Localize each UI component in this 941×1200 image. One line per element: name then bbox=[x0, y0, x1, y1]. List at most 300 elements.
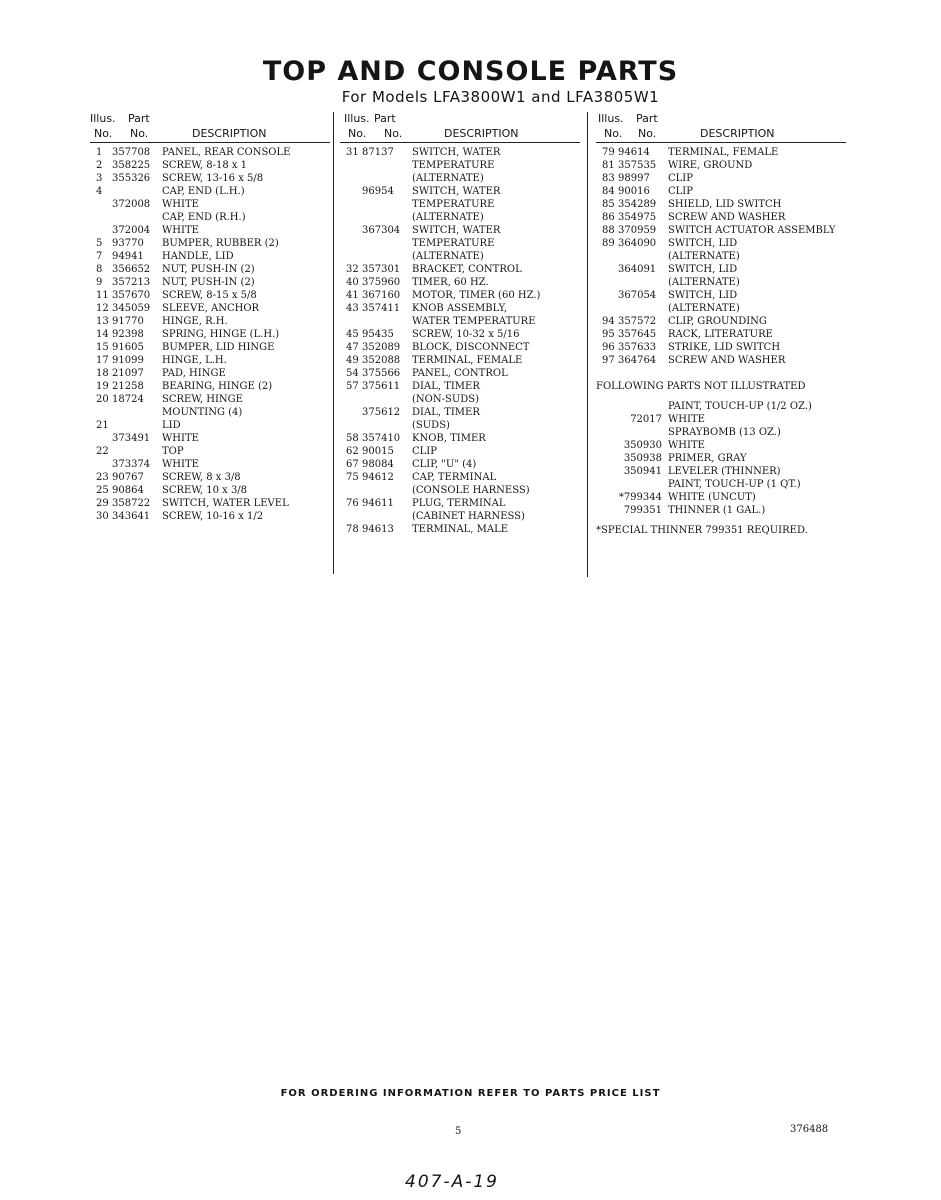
part-description: SCREW, 10-16 x 1/2 bbox=[162, 511, 264, 522]
part-description: SWITCH, LID bbox=[668, 290, 738, 301]
illus-number: 25 bbox=[96, 485, 109, 496]
illus-number: 22 bbox=[96, 446, 109, 457]
part-number bbox=[596, 478, 668, 491]
part-description: TERMINAL, FEMALE bbox=[412, 355, 523, 366]
part-number: 357708 bbox=[112, 147, 151, 158]
part-row bbox=[90, 432, 330, 445]
part-number: *799344 bbox=[618, 492, 662, 503]
column-header bbox=[596, 110, 846, 143]
illus-number: 2 bbox=[96, 160, 103, 171]
illus-number: 30 bbox=[96, 511, 109, 522]
part-number: 350930 bbox=[623, 440, 662, 451]
illus-number: 18 bbox=[96, 368, 109, 379]
part-row bbox=[596, 237, 846, 250]
part-number: 354975 bbox=[618, 212, 657, 223]
part-row bbox=[596, 276, 846, 289]
part-description: WHITE bbox=[162, 459, 199, 470]
part-description: BUMPER, RUBBER (2) bbox=[162, 238, 279, 249]
part-description: WIRE, GROUND bbox=[668, 160, 753, 171]
part-number: 94941 bbox=[112, 251, 144, 262]
part-row bbox=[596, 172, 846, 185]
part-row bbox=[90, 497, 330, 510]
part-number: 373374 bbox=[112, 459, 151, 470]
part-number: 357633 bbox=[618, 342, 657, 353]
illus-number bbox=[340, 185, 362, 198]
part-row bbox=[90, 224, 330, 237]
illus-header: Illus. bbox=[344, 112, 370, 125]
illus-number bbox=[340, 172, 362, 185]
part-row bbox=[340, 159, 580, 172]
part-description: BLOCK, DISCONNECT bbox=[412, 342, 530, 353]
part-row bbox=[596, 302, 846, 315]
part-description: (ALTERNATE) bbox=[668, 277, 740, 288]
part-row bbox=[340, 432, 580, 445]
part-number: 352088 bbox=[362, 355, 401, 366]
part-number: 357301 bbox=[362, 264, 401, 275]
document-number: 376488 bbox=[790, 1124, 829, 1135]
part-number: 21258 bbox=[112, 381, 144, 392]
illus-number: 54 bbox=[346, 368, 359, 379]
part-row bbox=[340, 315, 580, 328]
part-row bbox=[340, 263, 580, 276]
page-subtitle: For Models LFA3800W1 and LFA3805W1 bbox=[341, 88, 660, 106]
illus-number bbox=[340, 510, 362, 523]
part-row bbox=[90, 367, 330, 380]
column-header bbox=[90, 110, 330, 143]
parts-column-3 bbox=[596, 110, 846, 537]
part-row bbox=[340, 198, 580, 211]
illus-no-header: No. bbox=[348, 127, 367, 140]
part-row bbox=[340, 289, 580, 302]
part-description: SPRING, HINGE (L.H.) bbox=[162, 329, 280, 340]
part-row bbox=[340, 471, 580, 484]
part-description: PAD, HINGE bbox=[162, 368, 226, 379]
part-number: 375566 bbox=[362, 368, 401, 379]
part-description: PANEL, REAR CONSOLE bbox=[162, 147, 291, 158]
illus-number bbox=[340, 393, 362, 406]
illus-number: 20 bbox=[96, 394, 109, 405]
illus-number: 79 bbox=[602, 147, 615, 158]
part-number: 370959 bbox=[618, 225, 657, 236]
part-description: SCREW, 8 x 3/8 bbox=[162, 472, 241, 483]
part-description: (NON-SUDS) bbox=[412, 394, 480, 405]
illus-number bbox=[340, 237, 362, 250]
following-part-row bbox=[596, 400, 846, 413]
part-number: 357645 bbox=[618, 329, 657, 340]
illus-number: 97 bbox=[602, 355, 615, 366]
illus-number: 14 bbox=[96, 329, 109, 340]
part-row bbox=[90, 211, 330, 224]
illus-number: 29 bbox=[96, 498, 109, 509]
part-description: SWITCH, WATER LEVEL bbox=[162, 498, 289, 509]
part-row bbox=[596, 289, 846, 302]
part-description: MOTOR, TIMER (60 HZ.) bbox=[412, 290, 541, 301]
column-header bbox=[340, 110, 580, 143]
part-description: WHITE bbox=[162, 225, 199, 236]
part-number bbox=[362, 393, 412, 406]
part-description: DIAL, TIMER bbox=[412, 381, 480, 392]
part-description: (ALTERNATE) bbox=[412, 251, 484, 262]
illus-number: 21 bbox=[96, 420, 109, 431]
part-number: 354289 bbox=[618, 199, 657, 210]
part-row bbox=[90, 406, 330, 419]
part-number bbox=[112, 185, 162, 198]
part-row bbox=[340, 146, 580, 159]
part-number: 372004 bbox=[112, 225, 151, 236]
part-number bbox=[112, 419, 162, 432]
following-part-row bbox=[596, 413, 846, 426]
illus-number bbox=[340, 211, 362, 224]
part-description: LEVELER (THINNER) bbox=[668, 466, 781, 477]
part-number: 356652 bbox=[112, 264, 151, 275]
following-part-row bbox=[596, 452, 846, 465]
part-no-header: No. bbox=[384, 127, 403, 140]
part-description: SWITCH, WATER bbox=[412, 186, 501, 197]
illus-number bbox=[340, 419, 362, 432]
part-number bbox=[362, 211, 412, 224]
part-number: 345059 bbox=[112, 303, 151, 314]
part-description: CAP, TERMINAL bbox=[412, 472, 497, 483]
illus-number: 75 bbox=[346, 472, 359, 483]
part-number: 93770 bbox=[112, 238, 144, 249]
page-number: 5 bbox=[455, 1126, 462, 1137]
part-number bbox=[362, 198, 412, 211]
illus-number: 9 bbox=[96, 277, 103, 288]
illus-number bbox=[340, 250, 362, 263]
part-description: LID bbox=[162, 420, 181, 431]
part-number bbox=[618, 276, 668, 289]
part-row bbox=[90, 328, 330, 341]
part-row bbox=[90, 237, 330, 250]
following-parts-heading: FOLLOWING PARTS NOT ILLUSTRATED bbox=[596, 381, 806, 392]
part-description: SCREW, 10-32 x 5/16 bbox=[412, 329, 520, 340]
part-number: 364764 bbox=[618, 355, 657, 366]
part-number: 799351 bbox=[623, 505, 662, 516]
illus-number: 45 bbox=[346, 329, 359, 340]
following-part-row bbox=[596, 478, 846, 491]
part-number: 372008 bbox=[112, 199, 151, 210]
part-row bbox=[596, 263, 846, 276]
illus-number: 88 bbox=[602, 225, 615, 236]
part-description: TEMPERATURE bbox=[412, 238, 495, 249]
part-header: Part bbox=[636, 112, 658, 125]
part-number bbox=[362, 510, 412, 523]
part-description: (ALTERNATE) bbox=[668, 303, 740, 314]
part-description: SCREW, 8-15 x 5/8 bbox=[162, 290, 257, 301]
part-row bbox=[90, 146, 330, 159]
ordering-info-footer: FOR ORDERING INFORMATION REFER TO PARTS PRICE LIST bbox=[280, 1088, 661, 1099]
part-row bbox=[340, 393, 580, 406]
part-number bbox=[362, 159, 412, 172]
part-description: MOUNTING (4) bbox=[162, 407, 243, 418]
part-description: WHITE bbox=[668, 440, 705, 451]
part-number: 94614 bbox=[618, 147, 650, 158]
part-number: 367160 bbox=[362, 290, 401, 301]
part-row bbox=[340, 328, 580, 341]
page-title: TOP AND CONSOLE PARTS bbox=[262, 56, 679, 87]
illus-number: 89 bbox=[602, 238, 615, 249]
part-row bbox=[90, 419, 330, 432]
part-description: SCREW AND WASHER bbox=[668, 355, 786, 366]
part-row bbox=[340, 510, 580, 523]
part-description: HINGE, R.H. bbox=[162, 316, 228, 327]
illus-number: 1 bbox=[96, 147, 103, 158]
part-description: CAP, END (L.H.) bbox=[162, 186, 245, 197]
part-description: TIMER, 60 HZ. bbox=[412, 277, 489, 288]
part-number: 367304 bbox=[362, 225, 401, 236]
handwritten-note: 407-A-19 bbox=[405, 1172, 499, 1192]
part-description: SCREW, 8-18 x 1 bbox=[162, 160, 248, 171]
part-row bbox=[340, 497, 580, 510]
part-row bbox=[90, 393, 330, 406]
parts-column-2 bbox=[340, 110, 580, 536]
part-row bbox=[340, 445, 580, 458]
part-number: 98997 bbox=[618, 173, 650, 184]
part-number: 357410 bbox=[362, 433, 401, 444]
part-number: 358722 bbox=[112, 498, 151, 509]
part-number bbox=[362, 484, 412, 497]
illus-header: Illus. bbox=[90, 112, 116, 125]
part-row bbox=[90, 250, 330, 263]
part-row bbox=[90, 458, 330, 471]
part-row bbox=[340, 224, 580, 237]
part-number: 357411 bbox=[362, 303, 401, 314]
part-description: SHIELD, LID SWITCH bbox=[668, 199, 782, 210]
part-number: 373491 bbox=[112, 433, 151, 444]
illus-number bbox=[596, 289, 618, 302]
part-description: NUT, PUSH-IN (2) bbox=[162, 277, 255, 288]
illus-number: 78 bbox=[346, 524, 359, 535]
part-description: (ALTERNATE) bbox=[412, 212, 484, 223]
part-number: 357535 bbox=[618, 160, 657, 171]
part-row bbox=[90, 289, 330, 302]
part-number: 364091 bbox=[618, 264, 657, 275]
part-row bbox=[596, 250, 846, 263]
illus-number: 32 bbox=[346, 264, 359, 275]
part-description: BEARING, HINGE (2) bbox=[162, 381, 273, 392]
part-number: 357670 bbox=[112, 290, 151, 301]
illus-number bbox=[90, 458, 112, 471]
description-header: DESCRIPTION bbox=[444, 127, 519, 140]
part-description: SCREW, HINGE bbox=[162, 394, 243, 405]
illus-header: Illus. bbox=[598, 112, 624, 125]
part-description: HINGE, L.H. bbox=[162, 355, 227, 366]
part-row bbox=[340, 367, 580, 380]
special-thinner-note: *SPECIAL THINNER 799351 REQUIRED. bbox=[596, 525, 808, 536]
parts-list bbox=[90, 146, 330, 523]
part-number: 358225 bbox=[112, 160, 151, 171]
part-description: (ALTERNATE) bbox=[668, 251, 740, 262]
part-number: 350938 bbox=[623, 453, 662, 464]
part-row bbox=[90, 302, 330, 315]
part-row bbox=[340, 341, 580, 354]
illus-number: 86 bbox=[602, 212, 615, 223]
description-header: DESCRIPTION bbox=[192, 127, 267, 140]
illus-number bbox=[596, 276, 618, 289]
illus-number bbox=[90, 198, 112, 211]
part-description: PAINT, TOUCH-UP (1 QT.) bbox=[668, 479, 801, 490]
part-number bbox=[618, 250, 668, 263]
parts-column-1 bbox=[90, 110, 330, 523]
part-description: TERMINAL, FEMALE bbox=[668, 147, 779, 158]
following-part-row bbox=[596, 465, 846, 478]
part-description: CLIP bbox=[412, 446, 437, 457]
following-part-row bbox=[596, 491, 846, 504]
illus-number: 58 bbox=[346, 433, 359, 444]
illus-number: 67 bbox=[346, 459, 359, 470]
part-number bbox=[112, 211, 162, 224]
part-description: STRIKE, LID SWITCH bbox=[668, 342, 781, 353]
illus-number: 15 bbox=[96, 342, 109, 353]
part-number: 91770 bbox=[112, 316, 144, 327]
illus-number: 19 bbox=[96, 381, 109, 392]
following-part-row bbox=[596, 439, 846, 452]
part-no-header: No. bbox=[638, 127, 657, 140]
illus-number: 62 bbox=[346, 446, 359, 457]
part-row bbox=[90, 263, 330, 276]
part-row bbox=[90, 445, 330, 458]
part-description: (CONSOLE HARNESS) bbox=[412, 485, 530, 496]
illus-number: 31 bbox=[346, 147, 359, 158]
part-row bbox=[90, 172, 330, 185]
part-description: SWITCH, LID bbox=[668, 238, 738, 249]
part-number: 87137 bbox=[362, 147, 394, 158]
illus-number: 49 bbox=[346, 355, 359, 366]
part-row bbox=[596, 146, 846, 159]
part-number bbox=[362, 237, 412, 250]
part-description: SWITCH, LID bbox=[668, 264, 738, 275]
part-number: 350941 bbox=[623, 466, 662, 477]
part-header: Part bbox=[128, 112, 150, 125]
column-divider bbox=[587, 112, 588, 577]
part-description: KNOB ASSEMBLY, bbox=[412, 303, 508, 314]
part-number: 94612 bbox=[362, 472, 394, 483]
part-number: 94613 bbox=[362, 524, 394, 535]
part-row bbox=[90, 484, 330, 497]
part-number: 18724 bbox=[112, 394, 144, 405]
part-number bbox=[112, 406, 162, 419]
illus-number bbox=[340, 406, 362, 419]
part-number bbox=[362, 315, 412, 328]
part-description: HANDLE, LID bbox=[162, 251, 234, 262]
part-number: 352089 bbox=[362, 342, 401, 353]
parts-list bbox=[340, 146, 580, 536]
illus-number: 85 bbox=[602, 199, 615, 210]
part-description: SLEEVE, ANCHOR bbox=[162, 303, 260, 314]
following-part-row bbox=[596, 504, 846, 517]
part-description: SWITCH, WATER bbox=[412, 147, 501, 158]
part-number: 92398 bbox=[112, 329, 144, 340]
part-number: 91605 bbox=[112, 342, 144, 353]
illus-number bbox=[340, 159, 362, 172]
part-description: RACK, LITERATURE bbox=[668, 329, 773, 340]
part-no-header: No. bbox=[130, 127, 149, 140]
part-description: WHITE bbox=[162, 433, 199, 444]
part-description: TEMPERATURE bbox=[412, 199, 495, 210]
part-row bbox=[340, 406, 580, 419]
part-description: WHITE (UNCUT) bbox=[668, 492, 756, 503]
illus-number bbox=[90, 224, 112, 237]
illus-number bbox=[340, 484, 362, 497]
part-row bbox=[596, 185, 846, 198]
following-parts-list bbox=[596, 400, 846, 517]
part-description: CAP, END (R.H.) bbox=[162, 212, 246, 223]
part-number bbox=[596, 426, 668, 439]
illus-number: 47 bbox=[346, 342, 359, 353]
illus-number: 41 bbox=[346, 290, 359, 301]
illus-number: 5 bbox=[96, 238, 103, 249]
part-description: TEMPERATURE bbox=[412, 160, 495, 171]
part-description: THINNER (1 GAL.) bbox=[668, 505, 766, 516]
illus-number bbox=[340, 315, 362, 328]
column-divider bbox=[333, 112, 334, 574]
description-header: DESCRIPTION bbox=[700, 127, 775, 140]
part-row bbox=[90, 315, 330, 328]
part-row bbox=[340, 354, 580, 367]
part-description: SWITCH, WATER bbox=[412, 225, 501, 236]
part-row bbox=[596, 354, 846, 367]
part-number: 98084 bbox=[362, 459, 394, 470]
part-number: 367054 bbox=[618, 290, 657, 301]
part-number bbox=[362, 419, 412, 432]
part-row bbox=[90, 185, 330, 198]
part-description: NUT, PUSH-IN (2) bbox=[162, 264, 255, 275]
part-description: PAINT, TOUCH-UP (1/2 OZ.) bbox=[668, 401, 812, 412]
illus-number bbox=[90, 432, 112, 445]
part-row bbox=[90, 276, 330, 289]
part-number: 357572 bbox=[618, 316, 657, 327]
part-description: SCREW, 13-16 x 5/8 bbox=[162, 173, 264, 184]
part-row bbox=[340, 237, 580, 250]
part-row bbox=[90, 159, 330, 172]
part-row bbox=[90, 510, 330, 523]
part-number: 343641 bbox=[112, 511, 151, 522]
illus-number: 83 bbox=[602, 173, 615, 184]
part-description: WHITE bbox=[162, 199, 199, 210]
part-description: PRIMER, GRAY bbox=[668, 453, 747, 464]
illus-number bbox=[340, 198, 362, 211]
part-number: 94611 bbox=[362, 498, 394, 509]
part-row bbox=[340, 211, 580, 224]
part-row bbox=[596, 315, 846, 328]
part-row bbox=[596, 328, 846, 341]
illus-number: 84 bbox=[602, 186, 615, 197]
part-row bbox=[340, 250, 580, 263]
part-number: 91099 bbox=[112, 355, 144, 366]
parts-list bbox=[596, 146, 846, 367]
part-row bbox=[340, 380, 580, 393]
part-number: 375960 bbox=[362, 277, 401, 288]
part-number: 96954 bbox=[362, 186, 394, 197]
part-description: WHITE bbox=[668, 414, 705, 425]
part-description: KNOB, TIMER bbox=[412, 433, 486, 444]
part-number: 355326 bbox=[112, 173, 151, 184]
part-description: BRACKET, CONTROL bbox=[412, 264, 522, 275]
part-row bbox=[596, 159, 846, 172]
illus-number: 4 bbox=[96, 186, 103, 197]
part-row bbox=[596, 211, 846, 224]
part-number: 90767 bbox=[112, 472, 144, 483]
part-number bbox=[596, 400, 668, 413]
illus-number: 94 bbox=[602, 316, 615, 327]
part-description: PLUG, TERMINAL bbox=[412, 498, 506, 509]
illus-number bbox=[596, 302, 618, 315]
illus-number: 57 bbox=[346, 381, 359, 392]
part-row bbox=[596, 224, 846, 237]
illus-number: 23 bbox=[96, 472, 109, 483]
part-row bbox=[340, 276, 580, 289]
following-part-row bbox=[596, 426, 846, 439]
